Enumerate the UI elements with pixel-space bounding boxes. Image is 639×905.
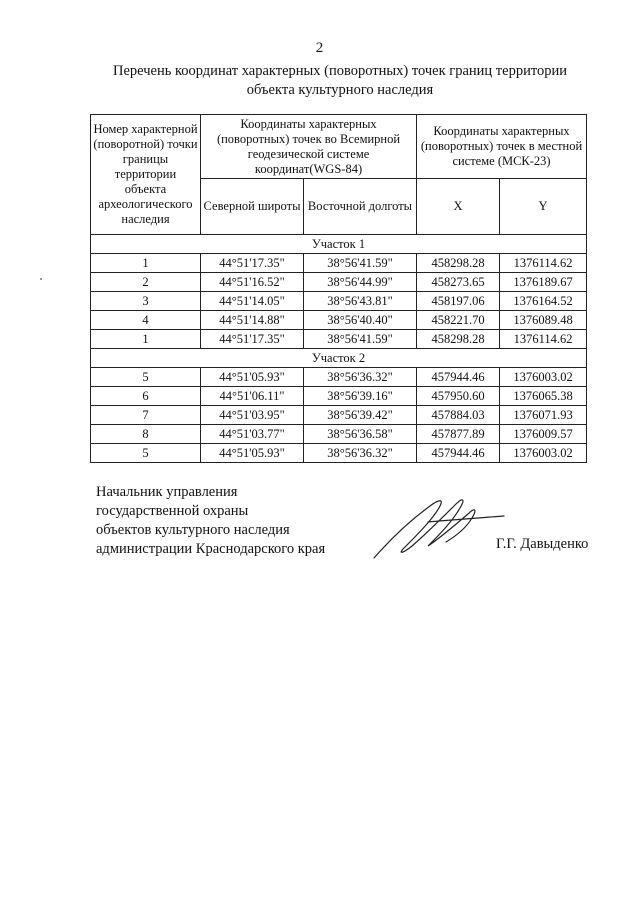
longitude-cell: 38°56'39.16" xyxy=(304,387,417,406)
latitude-cell: 44°51'14.05" xyxy=(201,292,304,311)
latitude-cell: 44°51'03.95" xyxy=(201,406,304,425)
table-row xyxy=(91,444,587,463)
y-cell: 1376071.93 xyxy=(500,406,587,425)
x-cell: 457877.89 xyxy=(417,425,500,444)
x-cell: 458273.65 xyxy=(417,273,500,292)
header-longitude: Восточной долготы xyxy=(304,179,417,235)
y-cell: 1376114.62 xyxy=(500,254,587,273)
point-number-cell: 3 xyxy=(91,292,201,311)
longitude-cell: 38°56'39.42" xyxy=(304,406,417,425)
longitude-cell: 38°56'36.32" xyxy=(304,368,417,387)
y-cell: 1376189.67 xyxy=(500,273,587,292)
header-msk23: Координаты характерных (поворотных) точек в местной системе (МСК-23) xyxy=(417,115,587,179)
y-cell: 1376065.38 xyxy=(500,387,587,406)
x-cell: 458298.28 xyxy=(417,254,500,273)
document-title xyxy=(60,62,620,100)
latitude-cell: 44°51'06.11" xyxy=(201,387,304,406)
signer-title-line-2: государственной охраны xyxy=(96,503,249,519)
longitude-cell: 38°56'41.59" xyxy=(304,254,417,273)
longitude-cell: 38°56'36.32" xyxy=(304,444,417,463)
x-cell: 458298.28 xyxy=(417,330,500,349)
table-row xyxy=(91,368,587,387)
point-number-cell: 4 xyxy=(91,311,201,330)
latitude-cell: 44°51'05.93" xyxy=(201,368,304,387)
latitude-cell: 44°51'16.52" xyxy=(201,273,304,292)
table-row xyxy=(91,311,587,330)
coordinates-table xyxy=(90,114,587,463)
y-cell: 1376003.02 xyxy=(500,368,587,387)
y-cell: 1376009.57 xyxy=(500,425,587,444)
latitude-cell: 44°51'03.77" xyxy=(201,425,304,444)
point-number-cell: 8 xyxy=(91,425,201,444)
table-row xyxy=(91,273,587,292)
section-label: Участок 2 xyxy=(91,349,587,368)
header-point-number: Номер характерной (поворотной) точки границы территории объекта археологического наследия xyxy=(91,115,201,235)
point-number-cell: 5 xyxy=(91,368,201,387)
signature-block xyxy=(96,483,325,559)
table-row xyxy=(91,330,587,349)
point-number-cell: 1 xyxy=(91,254,201,273)
y-cell: 1376089.48 xyxy=(500,311,587,330)
y-cell: 1376164.52 xyxy=(500,292,587,311)
latitude-cell: 44°51'14.88" xyxy=(201,311,304,330)
x-cell: 457950.60 xyxy=(417,387,500,406)
x-cell: 457944.46 xyxy=(417,368,500,387)
x-cell: 457884.03 xyxy=(417,406,500,425)
point-number-cell: 2 xyxy=(91,273,201,292)
page-number: 2 xyxy=(315,40,324,56)
header-x: X xyxy=(417,179,500,235)
table-row xyxy=(91,292,587,311)
point-number-cell: 6 xyxy=(91,387,201,406)
signer-title-line-3: объектов культурного наследия xyxy=(96,522,290,538)
title-line-2: объекта культурного наследия xyxy=(246,82,434,98)
section-row xyxy=(91,235,587,254)
section-label: Участок 1 xyxy=(91,235,587,254)
longitude-cell: 38°56'36.58" xyxy=(304,425,417,444)
signer-title-line-4: администрации Краснодарского края xyxy=(96,541,326,557)
signer-title-line-1: Начальник управления xyxy=(96,484,238,500)
latitude-cell: 44°51'17.35" xyxy=(201,330,304,349)
table-row xyxy=(91,425,587,444)
point-number-cell: 5 xyxy=(91,444,201,463)
header-wgs84: Координаты характерных (поворотных) точек во Всемирной геодезической системе координат(WGS-84) xyxy=(201,115,417,179)
y-cell: 1376003.02 xyxy=(500,444,587,463)
header-latitude: Северной широты xyxy=(201,179,304,235)
x-cell: 457944.46 xyxy=(417,444,500,463)
header-y: Y xyxy=(500,179,587,235)
longitude-cell: 38°56'40.40" xyxy=(304,311,417,330)
longitude-cell: 38°56'43.81" xyxy=(304,292,417,311)
table-row xyxy=(91,254,587,273)
table-row xyxy=(91,387,587,406)
latitude-cell: 44°51'17.35" xyxy=(201,254,304,273)
y-cell: 1376114.62 xyxy=(500,330,587,349)
section-row xyxy=(91,349,587,368)
scan-speck xyxy=(40,278,42,280)
table-row xyxy=(91,406,587,425)
longitude-cell: 38°56'41.59" xyxy=(304,330,417,349)
signer-name: Г.Г. Давыденко xyxy=(496,536,589,552)
handwritten-signature xyxy=(368,492,508,564)
x-cell: 458221.70 xyxy=(417,311,500,330)
longitude-cell: 38°56'44.99" xyxy=(304,273,417,292)
latitude-cell: 44°51'05.93" xyxy=(201,444,304,463)
title-line-1: Перечень координат характерных (поворотных) точек границ территории xyxy=(112,63,568,79)
x-cell: 458197.06 xyxy=(417,292,500,311)
point-number-cell: 1 xyxy=(91,330,201,349)
point-number-cell: 7 xyxy=(91,406,201,425)
